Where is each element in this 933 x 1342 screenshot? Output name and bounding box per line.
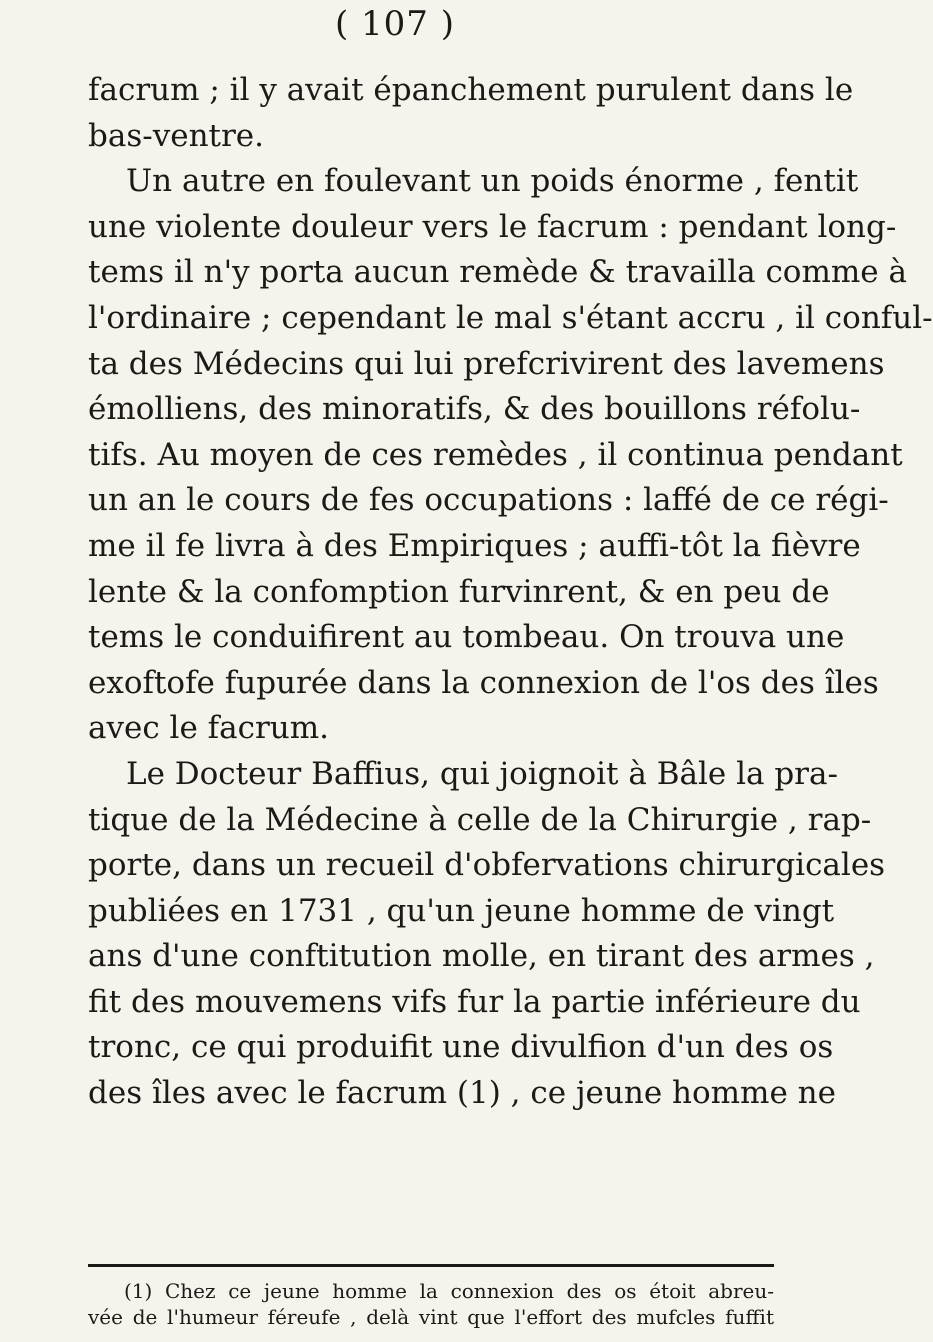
body-text — [88, 68, 933, 1117]
text-line: tems le conduifirent au tombeau. On trouva une — [88, 619, 845, 656]
text-line: facrum ; il y avait épanchement purulent dans le — [88, 72, 854, 108]
footnote-divider — [88, 1264, 774, 1267]
text-line: ans d'une conftitution molle, en tirant des armes , — [88, 938, 875, 975]
text-line: me il fe livra à des Empiriques ; auffi-tôt la fièvre — [88, 527, 861, 564]
text-line: exoftofe fupurée dans la connexion de l'os des îles — [88, 664, 879, 701]
footnote-line: (1) Chez ce jeune homme la connexion des os étoit abreu- — [124, 1279, 774, 1303]
text-line: porte, dans un recueil d'obfervations chirurgicales — [88, 847, 886, 884]
text-line: tems il n'y porta aucun remède & travailla comme à — [88, 254, 907, 291]
page-number: ( 107 ) — [334, 4, 456, 44]
text-line: fit des mouvemens vifs fur la partie inférieure du — [88, 983, 861, 1020]
footnote-line: vée de l'humeur féreufe , delà vint que l'effort des mufcles fuffit — [88, 1305, 774, 1329]
text-line: publiées en 1731 , qu'un jeune homme de vingt — [88, 892, 835, 929]
text-line: Le Docteur Baffius, qui joignoit à Bâle la pra- — [126, 755, 838, 792]
text-line: bas-ventre. — [88, 117, 265, 154]
text-line: une violente douleur vers le facrum : pendant long- — [88, 208, 897, 245]
text-line: Un autre en foulevant un poids énorme , fentit — [126, 163, 859, 200]
text-line: lente & la confomption furvinrent, & en peu de — [88, 573, 830, 610]
text-line: tronc, ce qui produifit une divulfion d'un des os — [88, 1029, 834, 1066]
footnote — [88, 1278, 774, 1330]
text-line: émolliens, des minoratifs, & des bouillons réfolu- — [88, 391, 861, 428]
text-line: des îles avec le facrum (1) , ce jeune homme ne — [88, 1075, 836, 1112]
text-line: tifs. Au moyen de ces remèdes , il continua pendant — [88, 436, 903, 473]
text-line: avec le facrum. — [88, 710, 330, 747]
text-line: un an le cours de fes occupations : laffé de ce régi- — [88, 482, 889, 519]
text-line: tique de la Médecine à celle de la Chirurgie , rap- — [88, 801, 872, 838]
text-line: ta des Médecins qui lui prefcrivirent des lavemens — [88, 345, 885, 382]
text-line: l'ordinaire ; cependant le mal s'étant accru , il conful- — [88, 299, 933, 336]
